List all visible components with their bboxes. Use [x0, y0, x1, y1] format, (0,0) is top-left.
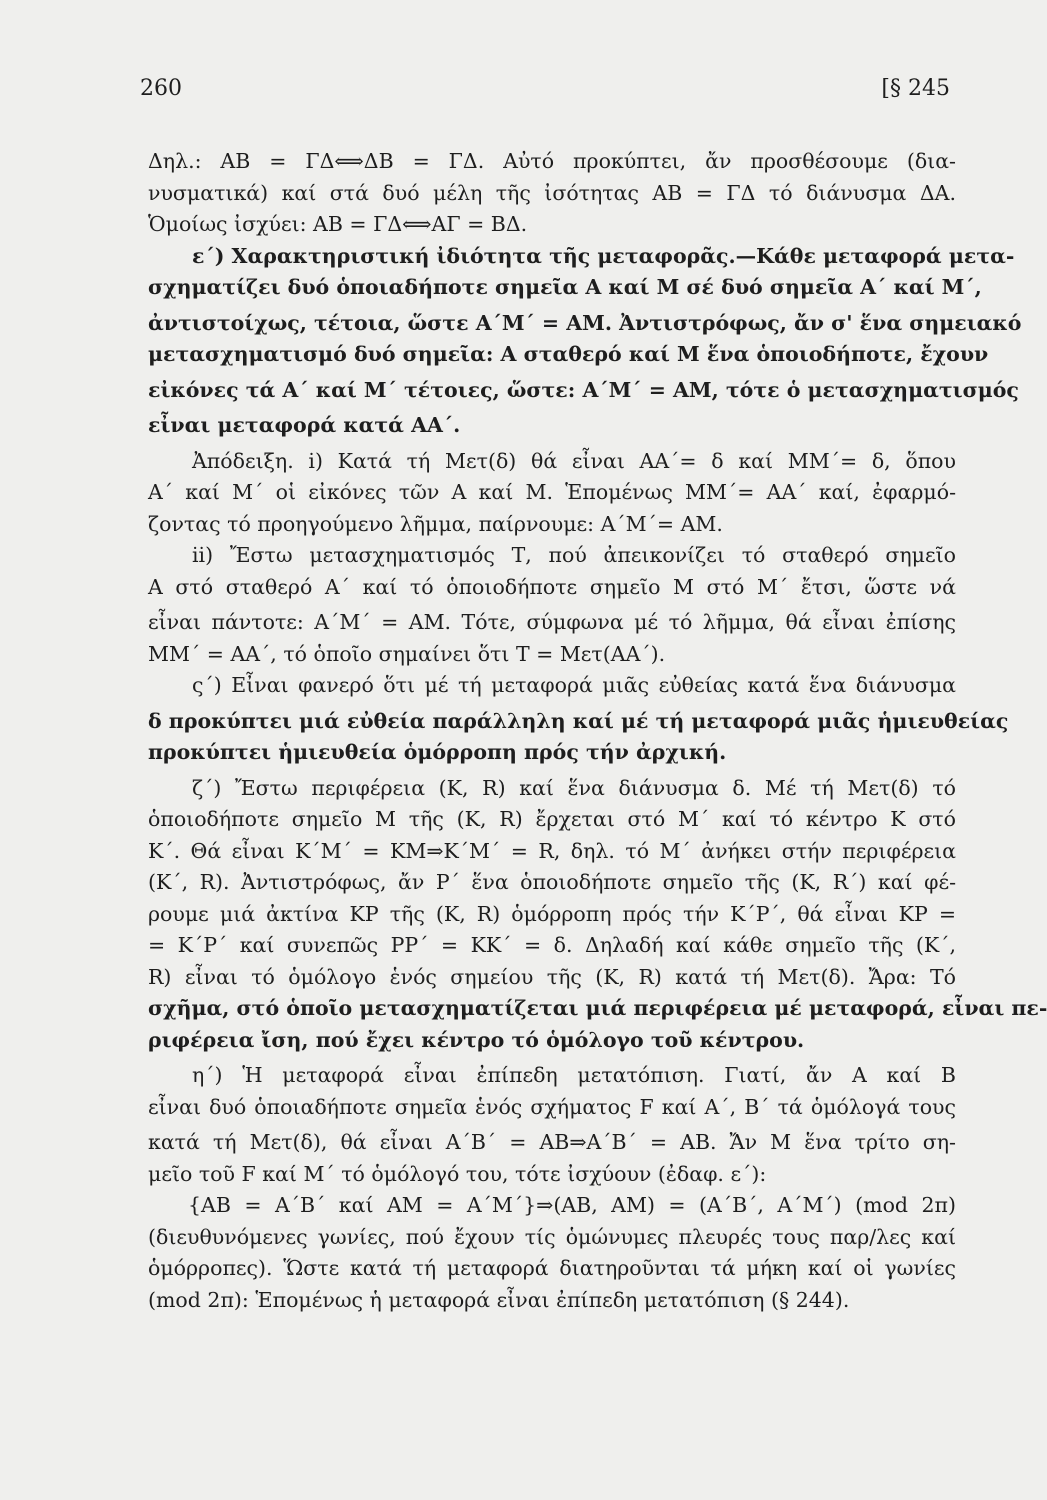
text-line: Α΄ καί Μ΄ οἱ εἰκόνες τῶν Α καί Μ. Ἑπομένως ΜΜ΄= ΑΑ΄ καί, ἐφαρμό- — [148, 480, 956, 504]
text-line: εἶναι δυό ὁποιαδήποτε σημεῖα ἑνός σχήματος F καί Α΄, Β΄ τά ὁμόλογά τους — [148, 1094, 956, 1119]
text-line: μετασχηματισμό δυό σημεῖα: Α σταθερό καί Μ ἕνα ὁποιοδήποτε, ἔχουν — [148, 342, 989, 366]
text-line: εἶναι μεταφορά κατά ΑΑ΄. — [148, 413, 461, 437]
text-line: ριφέρεια ἴση, πού ἔχει κέντρο τό ὁμόλογο τοῦ κέντρου. — [148, 1027, 805, 1052]
text-line: ς΄) Εἶναι φανερό ὅτι μέ τή μεταφορά μιᾶς εὐθείας κατά ἕνα διάνυσμα — [192, 673, 956, 697]
text-line: = Κ΄Ρ΄ καί συνεπῶς ΡΡ΄ = ΚΚ΄ = δ. Δηλαδή καί κάθε σημεῖο τῆς (Κ΄, — [148, 933, 956, 957]
text-line: νυσματικά) καί στά δυό μέλη τῆς ἰσότητας AB = ΓΔ τό διάνυσμα ΔΑ. — [148, 180, 956, 205]
text-line: Κ΄. Θά εἶναι Κ΄Μ΄ = ΚΜ⇒Κ΄Μ΄ = R, δηλ. τό Μ΄ ἀνήκει στήν περιφέρεια — [148, 838, 956, 863]
text-line: εἰκόνες τά Α΄ καί Μ΄ τέτοιες, ὥστε: Α΄Μ΄ = ΑΜ, τότε ὁ μετασχηματισμός — [148, 377, 1019, 402]
text-line: κατά τή Μετ(δ), θά εἶναι Α΄Β΄ = ΑΒ⇒Α΄Β΄ = ΑΒ. Ἄν Μ ἕνα τρίτο ση- — [148, 1130, 956, 1154]
text-line: μεῖο τοῦ F καί Μ΄ τό ὁμόλογό του, τότε ἰσχύουν (ἐδαφ. ε΄): — [148, 1161, 767, 1186]
text-line: Ἀπόδειξη. i) Κατά τή Μετ(δ) θά εἶναι ΑΑ΄= δ καί ΜΜ΄= δ, ὅπου — [192, 448, 956, 473]
text-line: {ΑΒ = Α΄Β΄ καί ΑΜ = Α΄Μ΄}⇒(ΑΒ, ΑΜ) = (Α΄Β΄, Α΄Μ΄) (mod 2π) — [188, 1193, 956, 1217]
text-line: ρουμε μιά ἀκτίνα ΚΡ τῆς (Κ, R) ὁμόρροπη πρός τήν Κ΄Ρ΄, θά εἶναι ΚΡ = — [148, 901, 956, 926]
text-line: Ὁμοίως ἰσχύει: AB = ΓΔ⟺ΑΓ = ΒΔ. — [148, 212, 528, 236]
text-line: ὁποιοδήποτε σημεῖο Μ τῆς (Κ, R) ἔρχεται στό Μ΄ καί τό κέντρο Κ στό — [148, 807, 956, 831]
text-line: ζ΄) Ἔστω περιφέρεια (Κ, R) καί ἕνα διάνυσμα δ. Μέ τή Μετ(δ) τό — [192, 775, 956, 800]
text-line: ἀντιστοίχως, τέτοια, ὥστε Α΄Μ΄ = ΑΜ. Ἀντιστρόφως, ἄν σ' ἕνα σημειακό — [148, 310, 1022, 335]
text-line: Α στό σταθερό Α΄ καί τό ὁποιοδήποτε σημεῖο Μ στό Μ΄ ἔτσι, ὥστε νά — [148, 574, 956, 599]
text-line: ε΄) Χαρακτηριστική ἰδιότητα τῆς μεταφορᾶς.—Κάθε μεταφορά μετα- — [192, 243, 1015, 268]
text-line: ζοντας τό προηγούμενο λῆμμα, παίρνουμε: Α΄Μ΄= ΑΜ. — [148, 511, 723, 536]
text-line: ii) Ἔστω μετασχηματισμός Τ, πού ἀπεικονίζει τό σταθερό σημεῖο — [192, 543, 956, 567]
text-line: δ προκύπτει μιά εὐθεία παράλληλη καί μέ τή μεταφορά μιᾶς ἡμιευθείας — [148, 708, 1009, 733]
section-reference: [§ 245 — [881, 76, 950, 101]
text-line: προκύπτει ἡμιευθεία ὁμόρροπη πρός τήν ἀρχική. — [148, 740, 727, 764]
page-number: 260 — [140, 76, 182, 101]
text-line: ΜΜ΄ = ΑΑ΄, τό ὁποῖο σημαίνει ὅτι Τ = Μετ(ΑΑ΄). — [148, 641, 666, 666]
text-line: σχηματίζει δυό ὁποιαδήποτε σημεῖα Α καί Μ σέ δυό σημεῖα Α΄ καί Μ΄, — [148, 275, 982, 299]
page-header — [140, 76, 950, 112]
text-line: σχῆμα, στό ὁποῖο μετασχηματίζεται μιά περιφέρεια μέ μεταφορά, εἶναι πε- — [148, 996, 1047, 1020]
text-line: (διευθυνόμενες γωνίες, πού ἔχουν τίς ὁμώνυμες πλευρές τους παρ/λες καί — [148, 1224, 956, 1249]
text-line: ὁμόρροπες). Ὥστε κατά τή μεταφορά διατηροῦνται τά μήκη καί οἱ γωνίες — [148, 1256, 956, 1280]
page-body — [148, 140, 1047, 1316]
text-line: η΄) Ἡ μεταφορά εἶναι ἐπίπεδη μετατόπιση. Γιατί, ἄν Α καί Β — [192, 1063, 956, 1087]
text-line: Δηλ.: AB = ΓΔ⟺ΔB = ΓΔ. Αὐτό προκύπτει, ἄν προσθέσουμε (δια- — [148, 149, 956, 173]
text-line: (mod 2π): Ἑπομένως ἡ μεταφορά εἶναι ἐπίπεδη μετατόπιση (§ 244). — [148, 1287, 850, 1312]
text-line: R) εἶναι τό ὁμόλογο ἑνός σημείου τῆς (Κ, R) κατά τή Μετ(δ). Ἄρα: Τό — [148, 964, 956, 989]
text-line: (Κ΄, R). Ἀντιστρόφως, ἄν Ρ΄ ἕνα ὁποιοδήποτε σημεῖο τῆς (Κ, R΄) καί φέ- — [148, 870, 956, 894]
text-line: εἶναι πάντοτε: Α΄Μ΄ = ΑΜ. Τότε, σύμφωνα μέ τό λῆμμα, θά εἶναι ἐπίσης — [148, 610, 956, 634]
